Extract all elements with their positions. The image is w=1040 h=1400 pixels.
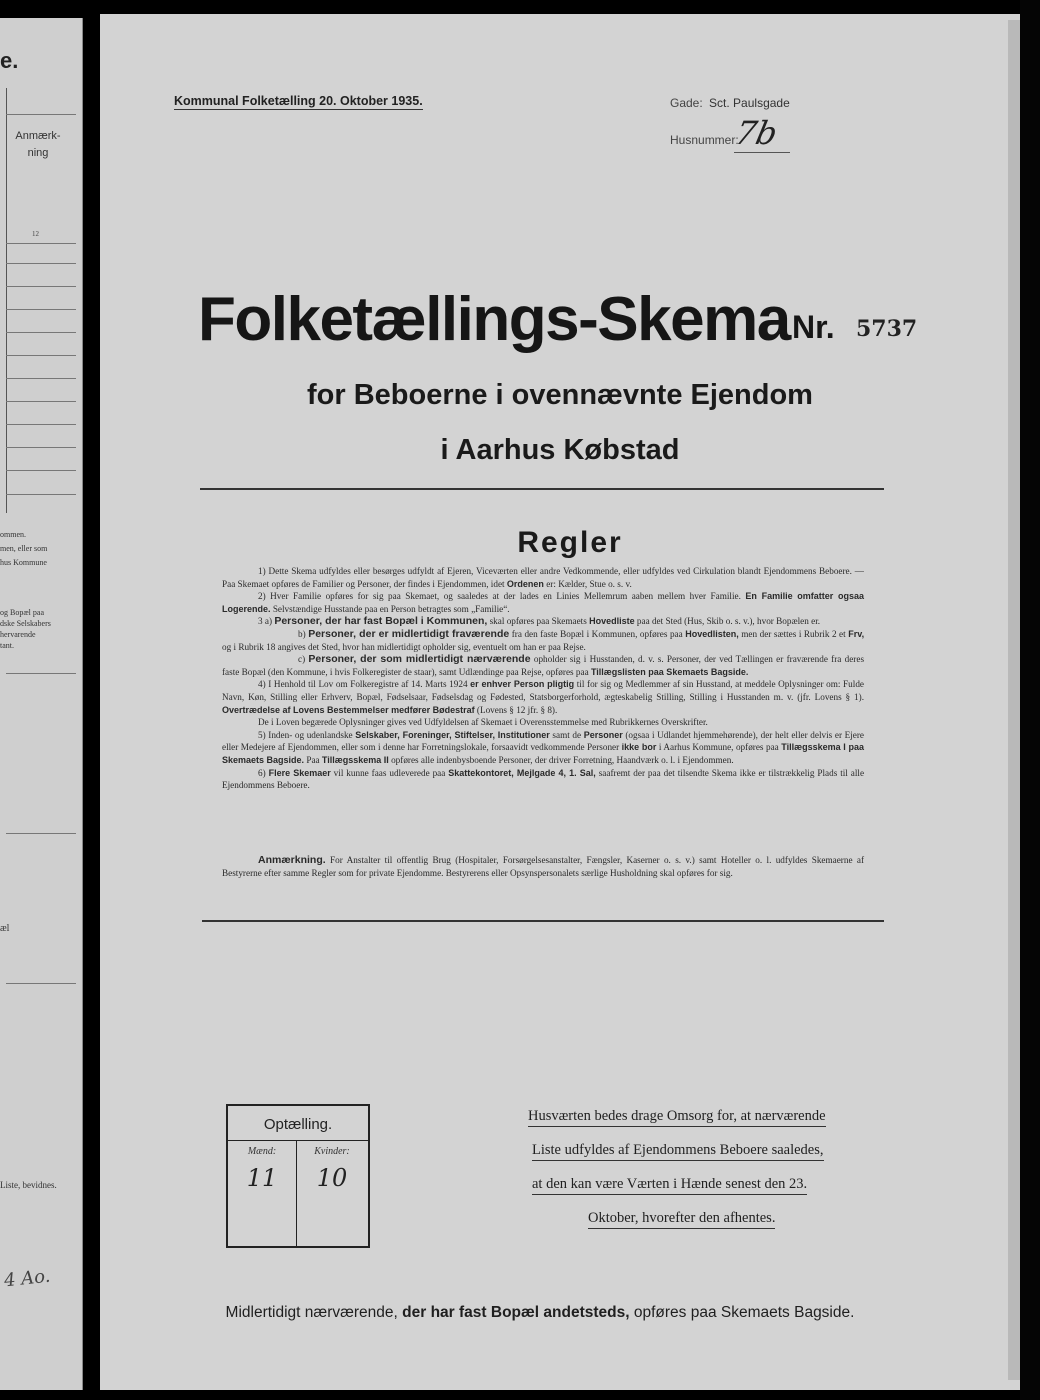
count-box-rule xyxy=(228,1140,368,1141)
divider xyxy=(202,920,884,922)
left-page-rule xyxy=(6,114,76,115)
left-page-rule xyxy=(6,309,76,310)
left-page-fragment xyxy=(0,18,83,1390)
street-field xyxy=(670,96,790,110)
left-page-rule xyxy=(6,983,76,984)
left-page-handwriting: 4 Ao. xyxy=(3,1265,52,1292)
women-count: 10 xyxy=(316,1164,348,1192)
form-title: Folketællings-Skema xyxy=(198,285,790,354)
left-page-column-number: 12 xyxy=(32,230,39,238)
street-label: Gade: xyxy=(670,96,703,110)
rule-2: 2) Hver Familie opføres for sig paa Skemaet, og saaledes at der lades en Linies Mellemrum aaben mellem hver Familie. En Familie omfatter ogsaa Logerende. Selvstændige Husstande paa en Person betragtes som „Familie“. xyxy=(222,591,864,614)
notice-line: Husværten bedes drage Omsorg for, at nærværende xyxy=(528,1108,826,1127)
notice-line: Oktober, hvorefter den afhentes. xyxy=(588,1210,775,1229)
form-subtitle-2: i Aarhus Købstad xyxy=(440,434,680,466)
left-page-rule xyxy=(6,263,76,264)
remark-label: Anmærkning. xyxy=(258,854,326,866)
left-page-text: dske Selskabers xyxy=(0,619,51,628)
census-form-page xyxy=(100,14,1020,1390)
count-box xyxy=(226,1104,370,1248)
house-number-label: Husnummer: xyxy=(670,133,739,147)
form-number-value: 5737 xyxy=(856,316,918,342)
left-page-rule xyxy=(6,494,76,495)
left-page-text: Liste, bevidnes. xyxy=(0,1180,57,1190)
form-number-label: Nr. xyxy=(792,309,835,345)
remark-text: For Anstalter til offentlig Brug (Hospitaler, Forsørgelsesanstalter, Fængsler, Kaserner o. s. v.) samt Hoteller o. l. udfyldes Skemaerne af Bestyrerne efter samme Regler som for private Ejendomme. Bestyrerens eller Opsynspersonalets særlige Husholdning skal opføres for sig. xyxy=(222,855,865,878)
left-page-rule xyxy=(6,286,76,287)
left-page-rule xyxy=(6,470,76,471)
rule-6: 6) Flere Skemaer vil kunne faas udleverede paa Skattekontoret, Mejlgade 4, 1. Sal, saafremt der paa det tilsendte Skema ikke er tilstrækkelig Plads til alle Ejendommens Beboere. xyxy=(222,767,865,791)
form-subtitle-1: for Beboerne i ovennævnte Ejendom xyxy=(307,379,813,411)
rules-heading: Regler xyxy=(517,526,623,559)
left-page-rule xyxy=(6,378,76,379)
left-page-rule xyxy=(6,401,76,402)
notice-line: at den kan være Værten i Hænde senest den 23. xyxy=(532,1176,807,1195)
left-page-column-rule xyxy=(6,88,7,513)
rule-1: 1) Dette Skema udfyldes eller besørges udfyldt af Ejeren, Viceværten eller andre Vedkommende, eller udfyldes ved Cirkulation blandt Ejendommens Beboere. — Paa Skemaet opføres de Familier og Personer, der findes i Ejendommen, idet Ordenen er: Kælder, Stue o. s. v. xyxy=(222,566,864,589)
left-page-text: og Bopæl paa xyxy=(0,608,44,617)
rules-section xyxy=(222,565,864,792)
left-page-rule xyxy=(6,243,76,244)
women-label: Kvinder: xyxy=(314,1146,350,1157)
notice-line: Liste udfyldes af Ejendommens Beboere saaledes, xyxy=(532,1142,824,1161)
house-number-underline xyxy=(734,152,790,153)
remark-section xyxy=(222,854,864,879)
left-page-column-header: Anmærk-ning xyxy=(15,130,61,159)
rule-3a: 3 a) Personer, der har fast Bopæl i Kommunen, skal opføres paa Skemaets Hovedliste paa det Sted (Hus, Skib o. s. v.), hvor Bopælen er. xyxy=(258,615,821,628)
left-page-text: hervarende xyxy=(0,630,36,639)
left-page-rule xyxy=(6,424,76,425)
left-page-rule xyxy=(6,447,76,448)
left-page-text: hus Kommune xyxy=(0,558,47,567)
men-label: Mænd: xyxy=(247,1146,277,1157)
census-header-title: Kommunal Folketælling 20. Oktober 1935. xyxy=(174,94,423,108)
left-page-rule xyxy=(6,673,76,674)
left-page-text: æl xyxy=(0,923,10,934)
left-page-heading-fragment: e. xyxy=(0,48,19,73)
rule-3b: b) Personer, der er midlertidigt fraværende fra den faste Bopæl i Kommunen, opføres paa Hovedlisten, men der sættes i Rubrik 2 et Frv, og i Rubrik 18 angives det Sted, hvor han midlertidigt opholder sig, eventuelt om han er paa Rejse. xyxy=(222,627,865,652)
rule-4-note: De i Loven begærede Oplysninger gives ved Udfyldelsen af Skemaet i Overensstemmelse med Rubrikkernes Overskrifter. xyxy=(258,717,708,728)
men-count: 11 xyxy=(246,1164,278,1192)
left-page-text: ommen. xyxy=(0,530,26,539)
count-title: Optælling. xyxy=(263,1116,333,1133)
book-binding xyxy=(1020,0,1040,1400)
street-value: Sct. Paulsgade xyxy=(709,96,790,110)
footer-note: Midlertidigt nærværende, der har fast Bopæl andetsteds, opføres paa Skemaets Bagside. xyxy=(225,1304,855,1321)
house-number-handwritten: 7b xyxy=(731,114,781,152)
left-page-text: tant. xyxy=(0,641,14,650)
rule-3c: c) Personer, der som midlertidigt nærværende opholder sig i Husstanden, d. v. s. Personer, der ved Tællingen er fraværende fra deres faste Bopæl (den Kommune, i hvis Folkeregister de staar), samt Udlændinge paa Rejse, opføres paa Tillægslisten paa Skemaets Bagside. xyxy=(222,653,865,677)
divider xyxy=(200,488,884,490)
left-page-rule xyxy=(6,355,76,356)
left-page-rule xyxy=(6,833,76,834)
left-page-rule xyxy=(6,332,76,333)
count-box-divider xyxy=(296,1140,297,1246)
page-edge xyxy=(1008,20,1020,1380)
rule-5: 5) Inden- og udenlandske Selskaber, Foreninger, Stiftelser, Institutioner samt de Personer (ogsaa i Udlandet hjemmehørende), der helt eller delvis er Ejere eller Medejere af Ejendommen, eller som i denne har Forretningslokale, forsaavidt vedkommende Personer ikke bor i Aarhus Kommune, opføres paa Tillægsskema I paa Skemaets Bagside. Paa Tillægsskema II opføres alle indenbysboende Personer, der driver Forretning, Haandværk o. l. i Ejendommen. xyxy=(222,729,865,765)
left-page-text: men, eller som xyxy=(0,544,48,553)
rule-4: 4) I Henhold til Lov om Folkeregistre af 14. Marts 1924 er enhver Person pligtig til for sig og Medlemmer af sin Husstand, at meddele Oplysninger om: Fulde Navn, Køn, Stilling eller Erhverv, Bopæl, Fødselsaar, Fødselsdag og Fødested, Statsborgerforhold, ægteskabelig Stilling, Stilling i Husstanden m. v. (jfr. Lovens § 1). Overtrædelse af Lovens Bestemmelser medfører Bødestraf (Lovens § 12 jfr. § 8). xyxy=(222,679,864,715)
